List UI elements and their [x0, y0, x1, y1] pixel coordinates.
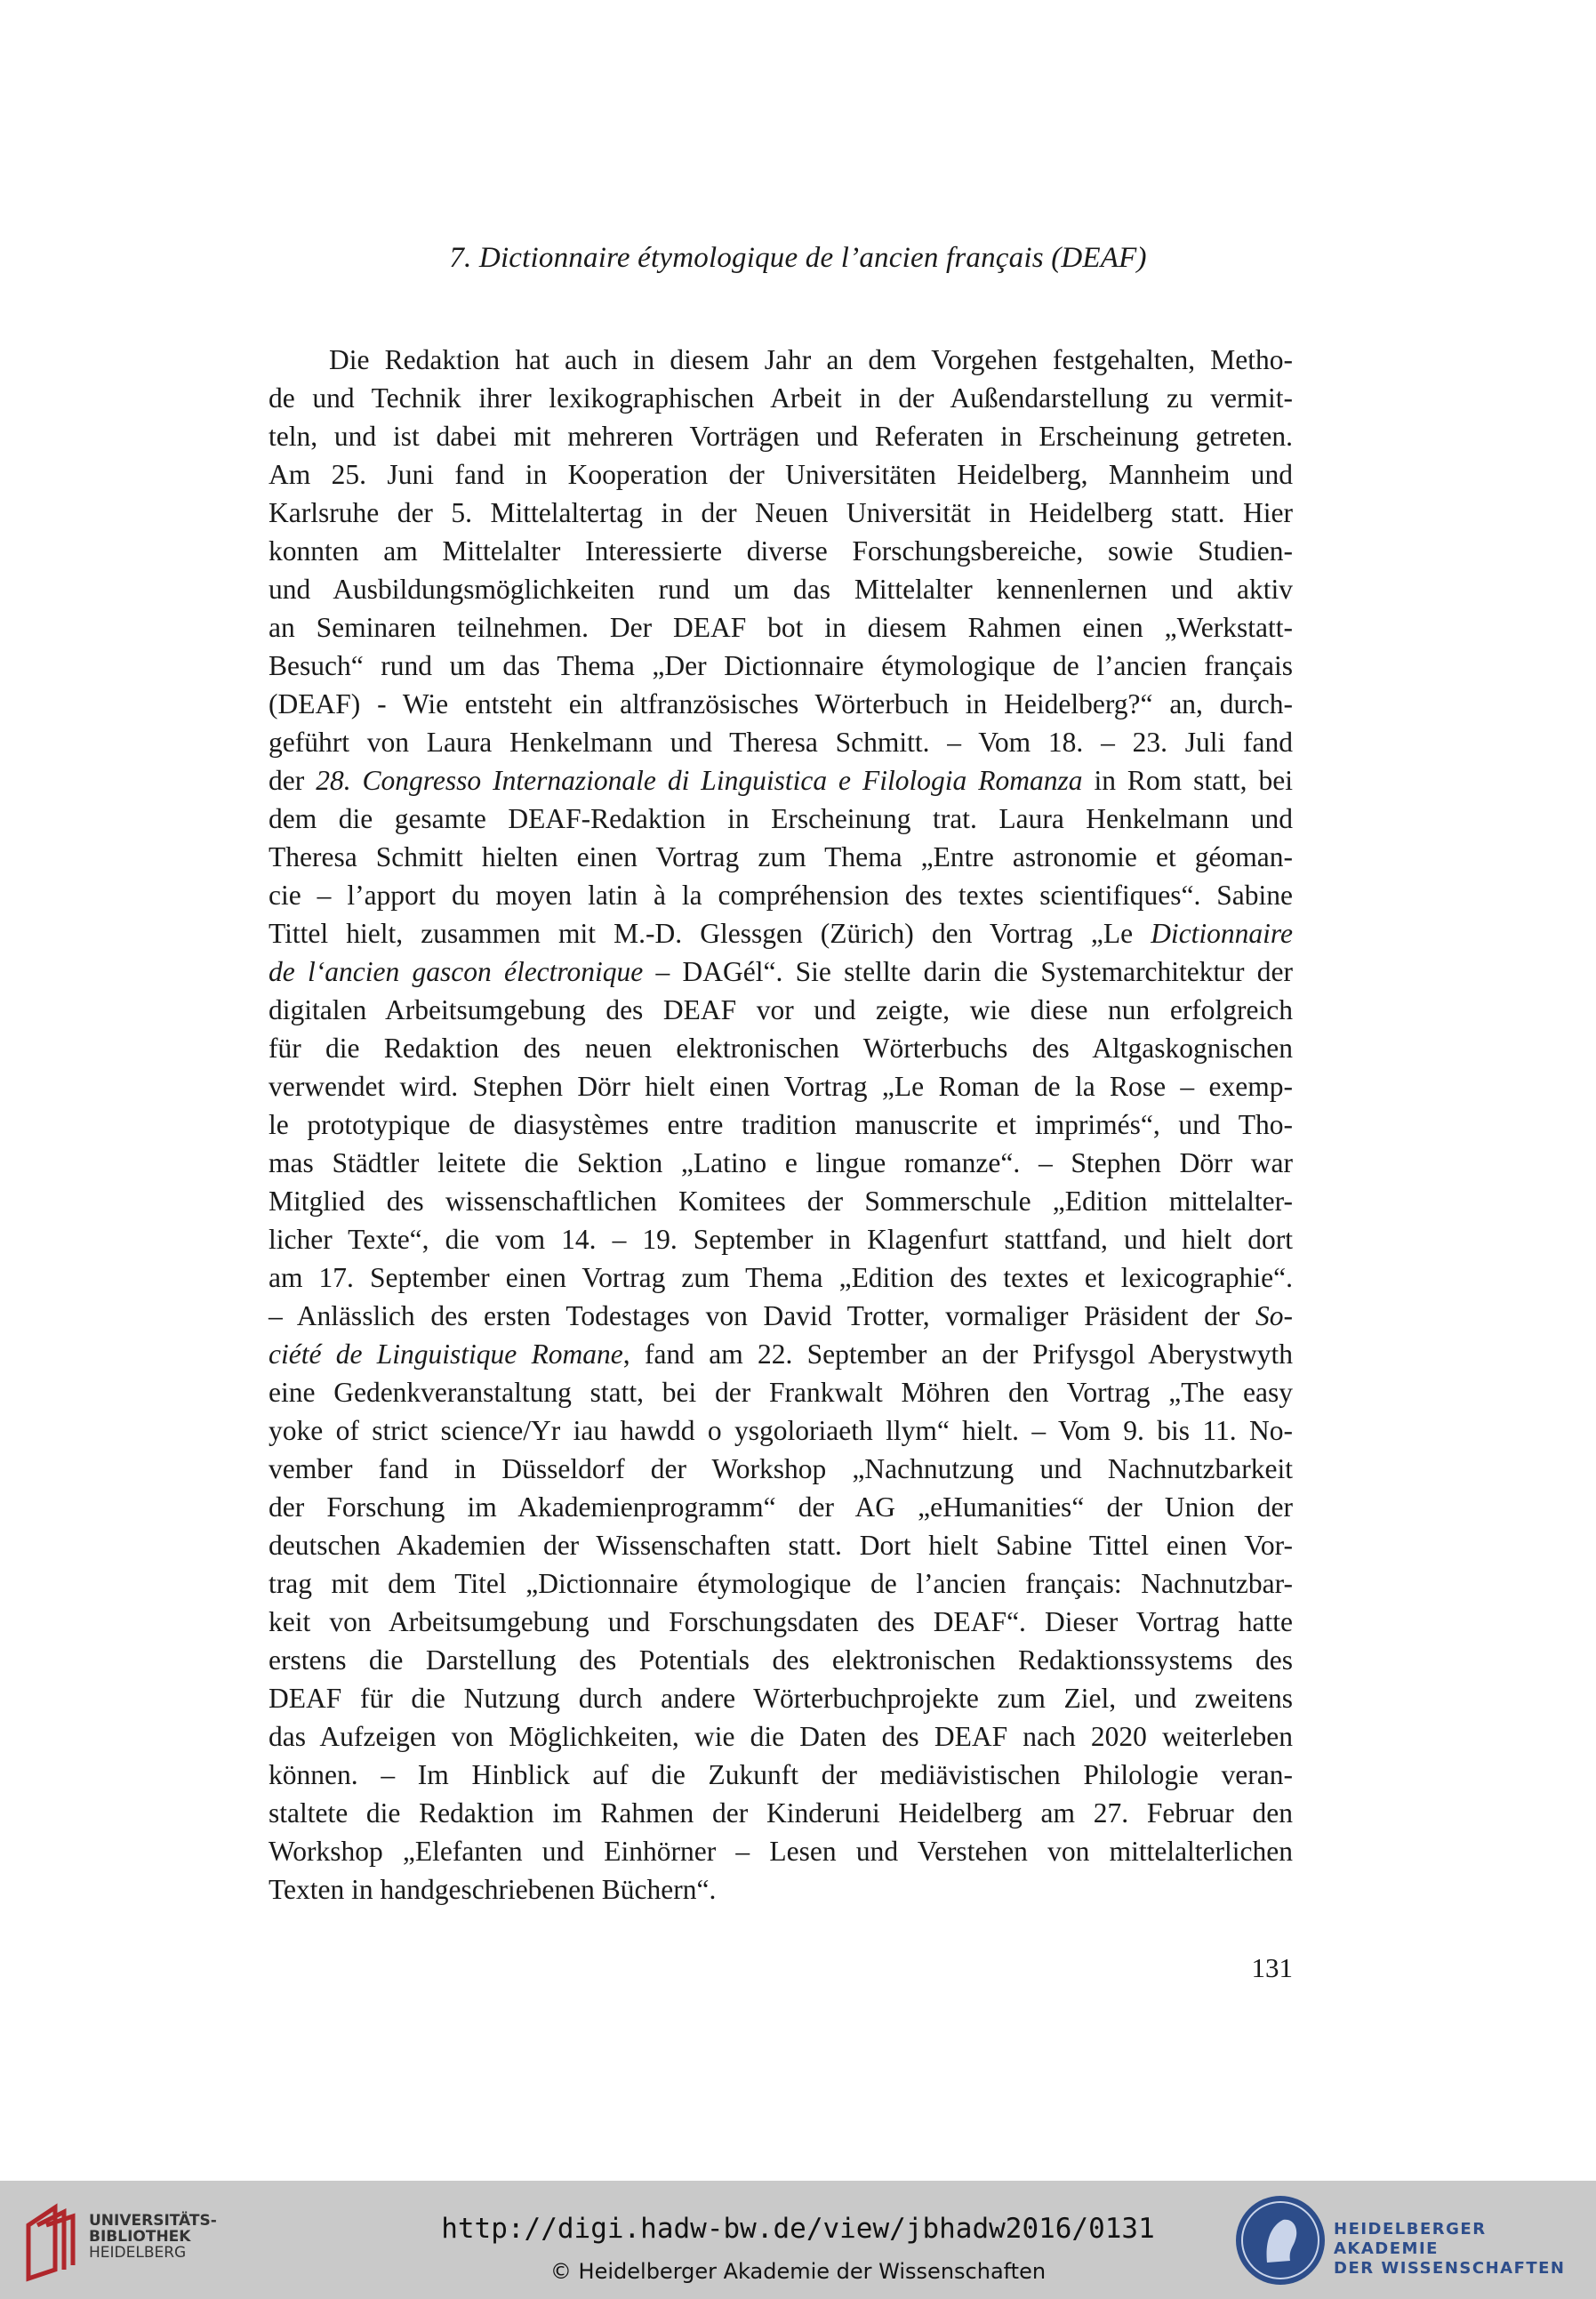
text-line	[269, 838, 1293, 876]
text-line	[269, 1641, 1293, 1679]
text-line	[269, 1182, 1293, 1220]
text-line	[269, 1411, 1293, 1450]
copyright-notice: © Heidelberger Akademie der Wissenschaften	[549, 2259, 1047, 2284]
text-line	[269, 991, 1293, 1029]
text-line	[269, 1488, 1293, 1526]
text-run: der	[269, 765, 317, 796]
text-line	[269, 876, 1293, 914]
text-line	[269, 685, 1293, 723]
text-run: mas Städtler leitete die Sektion „Latino e lingue romanze“. – Stephen Dörr war	[269, 1147, 1293, 1178]
text-line	[269, 1258, 1293, 1297]
text-line	[269, 1335, 1293, 1373]
academy-seal-icon	[1231, 2191, 1329, 2289]
text-run: in Rom statt, bei	[1082, 765, 1293, 796]
text-line	[269, 1564, 1293, 1603]
text-line	[269, 1526, 1293, 1564]
text-line	[269, 1870, 1293, 1909]
text-run: konnten am Mittelalter Interessierte diverse Forschungsbereiche, sowie Studien-	[269, 535, 1293, 567]
text-run: DEAF für die Nutzung durch andere Wörterbuchprojekte zum Ziel, und zweitens	[269, 1683, 1293, 1714]
text-run: – DAGél“. Sie stellte darin die Systemarchitektur der	[643, 956, 1293, 987]
text-line	[269, 608, 1293, 647]
text-run: Theresa Schmitt hielten einen Vortrag zum Thema „Entre astronomie et géoman-	[269, 841, 1293, 872]
text-line	[269, 494, 1293, 532]
text-line	[269, 1220, 1293, 1258]
italic-text: So-	[1255, 1300, 1293, 1331]
text-run: , fand am 22. September an der Prifysgol Aberystwyth	[622, 1338, 1293, 1370]
text-run: cie – l’apport du moyen latin à la compréhension des textes scientifiques“. Sabine	[269, 880, 1293, 911]
page-number: 131	[1251, 1952, 1293, 1983]
text-line	[269, 723, 1293, 761]
text-run: am 17. September einen Vortrag zum Thema „Edition des textes et lexicographie“.	[269, 1262, 1293, 1293]
italic-text: ciété de Linguistique Romane	[269, 1338, 623, 1370]
text-run: und Ausbildungsmöglichkeiten rund um das Mittelalter kennenlernen und aktiv	[269, 574, 1293, 605]
text-run: – Anlässlich des ersten Todestages von David Trotter, vormaliger Präsident der	[269, 1300, 1255, 1331]
text-run: licher Texte“, die vom 14. – 19. September in Klagenfurt stattfand, und hielt dort	[269, 1224, 1293, 1255]
text-run: das Aufzeigen von Möglichkeiten, wie die Daten des DEAF nach 2020 weiterleben	[269, 1721, 1293, 1752]
text-run: können. – Im Hinblick auf die Zukunft der mediävistischen Philologie veran-	[269, 1759, 1293, 1790]
text-run: für die Redaktion des neuen elektronischen Wörterbuchs des Altgaskognischen	[269, 1033, 1293, 1064]
text-run: Workshop „Elefanten und Einhörner – Lesen und Verstehen von mittelalterlichen	[269, 1836, 1293, 1867]
text-line	[269, 914, 1293, 953]
section-heading: 7. Dictionnaire étymologique de l’ancien français (DEAF)	[449, 242, 1147, 274]
text-line	[269, 417, 1293, 455]
text-line	[269, 1067, 1293, 1105]
text-run: keit von Arbeitsumgebung und Forschungsdaten des DEAF“. Dieser Vortrag hatte	[269, 1606, 1293, 1637]
text-line	[269, 1029, 1293, 1067]
text-run: Tittel hielt, zusammen mit M.-D. Glessgen (Zürich) den Vortrag „Le	[269, 918, 1151, 949]
text-run: erstens die Darstellung des Potentials des elektronischen Redaktionssystems des	[269, 1644, 1293, 1676]
text-line	[269, 1832, 1293, 1870]
italic-text: de l‘ancien gascon électronique	[269, 956, 644, 987]
footer-bar	[0, 2181, 1596, 2299]
text-run: dem die gesamte DEAF-Redaktion in Erscheinung trat. Laura Henkelmann und	[269, 803, 1293, 834]
text-line	[269, 1603, 1293, 1641]
text-run: Mitglied des wissenschaftlichen Komitees der Sommerschule „Edition mittelalter-	[269, 1186, 1293, 1217]
text-line	[269, 800, 1293, 838]
text-run: staltete die Redaktion im Rahmen der Kinderuni Heidelberg am 27. Februar den	[269, 1797, 1293, 1829]
text-line	[269, 1756, 1293, 1794]
italic-text: Dictionnaire	[1151, 918, 1293, 949]
text-line	[269, 1105, 1293, 1144]
text-run: deutschen Akademien der Wissenschaften statt. Dort hielt Sabine Tittel einen Vor-	[269, 1530, 1293, 1561]
text-line	[269, 953, 1293, 991]
body-paragraph	[269, 341, 1293, 1909]
text-line	[269, 1450, 1293, 1488]
text-run: Am 25. Juni fand in Kooperation der Universitäten Heidelberg, Mannheim und	[269, 459, 1293, 490]
text-run: eine Gedenkveranstaltung statt, bei der Frankwalt Möhren den Vortrag „The easy	[269, 1377, 1293, 1408]
italic-text: 28. Congresso Internazionale di Linguistica e Filologia Romanza	[316, 765, 1083, 796]
text-line	[269, 1144, 1293, 1182]
text-run: verwendet wird. Stephen Dörr hielt einen Vortrag „Le Roman de la Rose – exemp-	[269, 1071, 1293, 1102]
text-run: der Forschung im Akademienprogramm“ der AG „eHumanities“ der Union der	[269, 1491, 1293, 1523]
text-line	[269, 1717, 1293, 1756]
text-line	[269, 532, 1293, 570]
text-run: (DEAF) - Wie entsteht ein altfranzösisches Wörterbuch in Heidelberg?“ an, durch-	[269, 688, 1293, 719]
permalink-url[interactable]: http://digi.hadw-bw.de/view/jbhadw2016/0131	[441, 2213, 1155, 2245]
text-line	[269, 1679, 1293, 1717]
text-run: an Seminaren teilnehmen. Der DEAF bot in diesem Rahmen einen „Werkstatt-	[269, 612, 1293, 643]
text-run: le prototypique de diasystèmes entre tradition manuscrite et imprimés“, und Tho-	[269, 1109, 1293, 1140]
text-line	[269, 341, 1293, 379]
text-run: Karlsruhe der 5. Mittelaltertag in der Neuen Universität in Heidelberg statt. Hier	[269, 497, 1293, 528]
text-line	[269, 761, 1293, 800]
text-run: yoke of strict science/Yr iau hawdd o ysgoloriaeth llym“ hielt. – Vom 9. bis 11. No-	[269, 1415, 1293, 1446]
text-run: de und Technik ihrer lexikographischen Arbeit in der Außendarstellung zu vermit-	[269, 382, 1293, 414]
text-run: Besuch“ rund um das Thema „Der Dictionnaire étymologique de l’ancien français	[269, 650, 1293, 681]
text-run: Texten in handgeschriebenen Büchern“.	[269, 1874, 717, 1905]
text-run: Die Redaktion hat auch in diesem Jahr an dem Vorgehen festgehalten, Metho-	[329, 344, 1293, 375]
text-line	[269, 455, 1293, 494]
text-line	[269, 570, 1293, 608]
text-line	[269, 1794, 1293, 1832]
text-run: digitalen Arbeitsumgebung des DEAF vor und zeigte, wie diese nun erfolgreich	[269, 994, 1293, 1025]
text-run: teln, und ist dabei mit mehreren Vorträgen und Referaten in Erscheinung getreten.	[269, 421, 1293, 452]
academy-name: HEIDELBERGER AKADEMIE DER WISSENSCHAFTEN	[1334, 2220, 1566, 2278]
text-line	[269, 647, 1293, 685]
text-run: trag mit dem Titel „Dictionnaire étymologique de l’ancien français: Nachnutzbar-	[269, 1568, 1293, 1599]
text-line	[269, 1373, 1293, 1411]
university-library-name: UNIVERSITÄTS- BIBLIOTHEK HEIDELBERG	[89, 2212, 217, 2262]
text-line	[269, 1297, 1293, 1335]
text-run: vember fand in Düsseldorf der Workshop „Nachnutzung und Nachnutzbarkeit	[269, 1453, 1293, 1484]
text-line	[269, 379, 1293, 417]
text-run: geführt von Laura Henkelmann und Theresa Schmitt. – Vom 18. – 23. Juli fand	[269, 727, 1293, 758]
